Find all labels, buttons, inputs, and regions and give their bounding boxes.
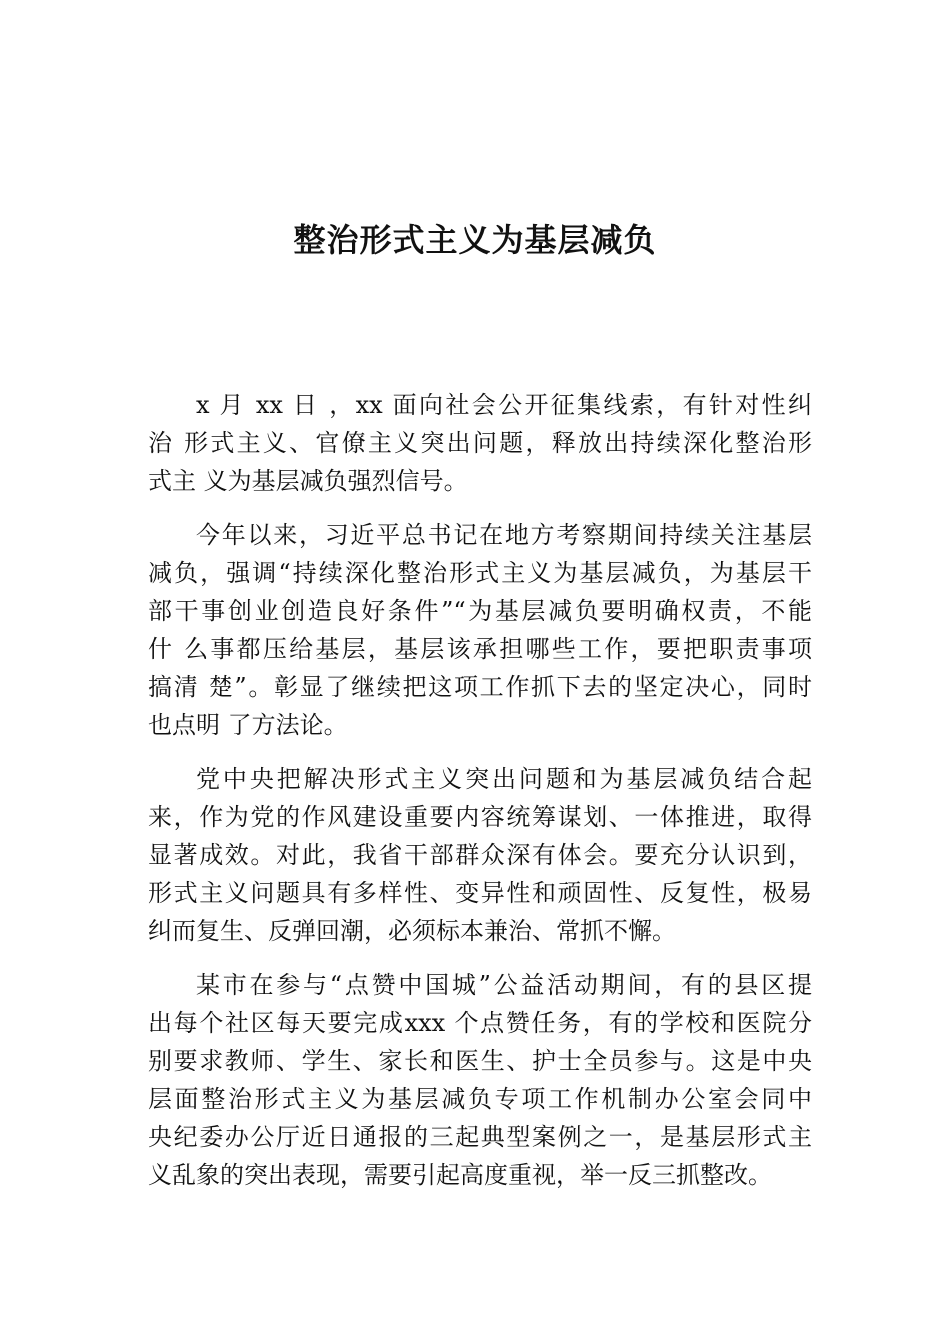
paragraph-line: 显著成效。对此，我省干部群众深有体会。要充分认识到，	[148, 841, 812, 869]
paragraph-line: 搞清 楚”。彰显了继续把这项工作抓下去的坚定决心，同时	[148, 673, 812, 701]
paragraph-line: 出每个社区每天要完成xxx 个点赞任务，有的学校和医院分	[148, 1009, 812, 1037]
paragraph	[148, 966, 812, 1194]
document-body	[148, 386, 812, 1210]
paragraph-line: 层面整治形式主义为基层减负专项工作机制办公室会同中	[148, 1085, 812, 1113]
paragraph-line: 义乱象的突出表现，需要引起高度重视，举一反三抓整改。	[148, 1161, 772, 1189]
paragraph-line: 央纪委办公厅近日通报的三起典型案例之一，是基层形式主	[148, 1123, 812, 1151]
paragraph	[148, 386, 812, 500]
paragraph-line: 什 么事都压给基层，基层该承担哪些工作，要把职责事项	[148, 635, 812, 663]
paragraph-line: 治 形式主义、官僚主义突出问题，释放出持续深化整治形	[148, 429, 812, 457]
paragraph	[148, 760, 812, 950]
paragraph-line: 来，作为党的作风建设重要内容统筹谋划、一体推进，取得	[148, 803, 812, 831]
paragraph-line: 今年以来，习近平总书记在地方考察期间持续关注基层	[196, 521, 812, 549]
paragraph-line: 也点明 了方法论。	[148, 711, 348, 739]
paragraph-line: 纠而复生、反弹回潮，必须标本兼治、常抓不懈。	[148, 917, 676, 945]
paragraph-line: 减负，强调“持续深化整治形式主义为基层减负，为基层干	[148, 559, 812, 587]
paragraph	[148, 516, 812, 744]
paragraph-line: 部干事创业创造良好条件”“为基层减负要明确权责，不能	[148, 597, 812, 625]
paragraph-line: 某市在参与“点赞中国城”公益活动期间，有的县区提	[196, 971, 812, 999]
paragraph-line: 别要求教师、学生、家长和医生、护士全员参与。这是中央	[148, 1047, 812, 1075]
paragraph-line: 式主 义为基层减负强烈信号。	[148, 467, 468, 495]
paragraph-line: 形式主义问题具有多样性、变异性和顽固性、反复性，极易	[148, 879, 812, 907]
paragraph-line: x 月 xx 日 ，xx 面向社会公开征集线索，有针对性纠	[196, 391, 812, 419]
document-title: 整治形式主义为基层减负	[293, 221, 657, 259]
paragraph-line: 党中央把解决形式主义突出问题和为基层减负结合起	[196, 765, 812, 793]
